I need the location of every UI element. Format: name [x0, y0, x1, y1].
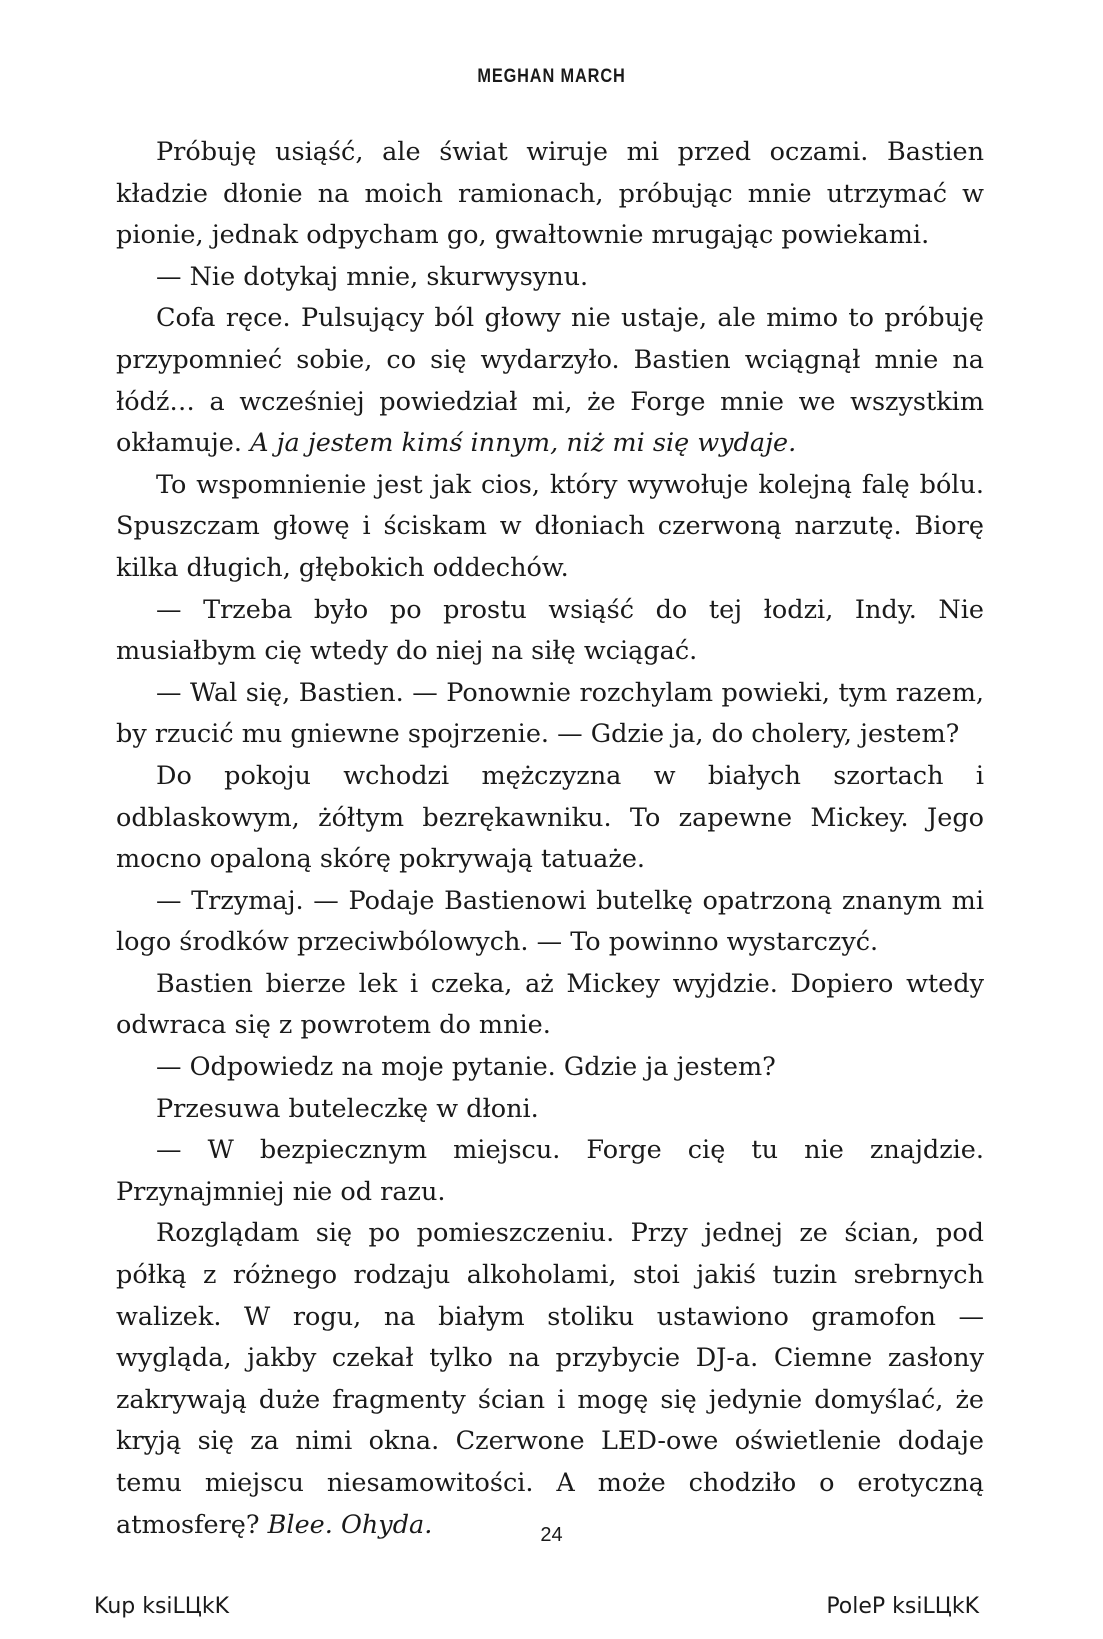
- paragraph: To wspomnienie jest jak cios, który wywołuje kolejną falę bólu. Spuszczam głowę i ściskam w dłoniach czerwoną narzutę. Biorę kilka długich, głębokich oddechów.: [116, 469, 984, 583]
- buy-book-link[interactable]: Kup ksiLЦkK: [94, 1594, 230, 1619]
- paragraph: — Odpowiedz na moje pytanie. Gdzie ja jestem?: [156, 1052, 776, 1083]
- page-body: [116, 132, 984, 1546]
- paragraph: — W bezpiecznym miejscu. Forge cię tu nie znajdzie. Przynajmniej nie od razu.: [116, 1135, 984, 1207]
- paragraph: — Trzymaj. — Podaje Bastienowi butelkę opatrzoną znanym mi logo środków przeciwbólowych. — To powinno wystarczyć.: [116, 885, 984, 958]
- italic-thought: A ja jestem kimś innym, niż mi się wydaje.: [250, 428, 797, 459]
- paragraph: Przesuwa buteleczkę w dłoni.: [156, 1093, 539, 1124]
- paragraph: — Nie dotykaj mnie, skurwysynu.: [156, 261, 589, 292]
- paragraph: Próbuję usiąść, ale świat wiruje mi przed oczami. Bastien kładzie dłonie na moich ramionach, próbując mnie utrzymać w pionie, jednak odpycham go, gwałtownie mrugając powiekami.: [116, 137, 984, 251]
- recommend-book-link[interactable]: PoleP ksiLЦkK: [826, 1594, 979, 1619]
- page-number: 24: [540, 1524, 563, 1546]
- paragraph: — Wal się, Bastien. — Ponownie rozchylam powieki, tym razem, by rzucić mu gniewne spojrzenie. — Gdzie ja, do cholery, jestem?: [116, 677, 984, 750]
- running-header-author: MEGHAN MARCH: [477, 66, 626, 87]
- paragraph: Do pokoju wchodzi mężczyzna w białych szortach i odblaskowym, żółtym bezrękawniku. To zapewne Mickey. Jego mocno opaloną skórę pokrywają tatuaże.: [116, 760, 984, 875]
- paragraph: Cofa ręce. Pulsujący ból głowy nie ustaje, ale mimo to próbuję przypomnieć sobie, co się wydarzyło. Bastien wciągnął mnie na łódź… a wcześniej powiedział mi, że Forge mnie we wszystkim okłamuje. A ja jestem kimś innym, niż mi się wydaje.: [116, 303, 984, 459]
- paragraph: Rozglądam się po pomieszczeniu. Przy jednej ze ścian, pod półką z różnego rodzaju alkoholami, stoi jakiś tuzin srebrnych walizek. W rogu, na białym stoliku ustawiono gramofon — wygląda, jakby czekał tylko na przybycie DJ-a. Ciemne zasłony zakrywają duże fragmenty ścian i mogę się jedynie domyślać, że kryją się za nimi okna. Czerwone LED-owe oświetlenie dodaje temu miejscu niesamowitości. A może chodziło o erotyczną atmosferę? Blee. Ohyda.: [116, 1218, 984, 1540]
- paragraph: — Trzeba było po prostu wsiąść do tej łodzi, Indy. Nie musiałbym cię wtedy do niej na siłę wciągać.: [116, 594, 984, 667]
- paragraph: Bastien bierze lek i czeka, aż Mickey wyjdzie. Dopiero wtedy odwraca się z powrotem do mnie.: [116, 968, 984, 1041]
- italic-thought: Blee. Ohyda.: [267, 1509, 433, 1540]
